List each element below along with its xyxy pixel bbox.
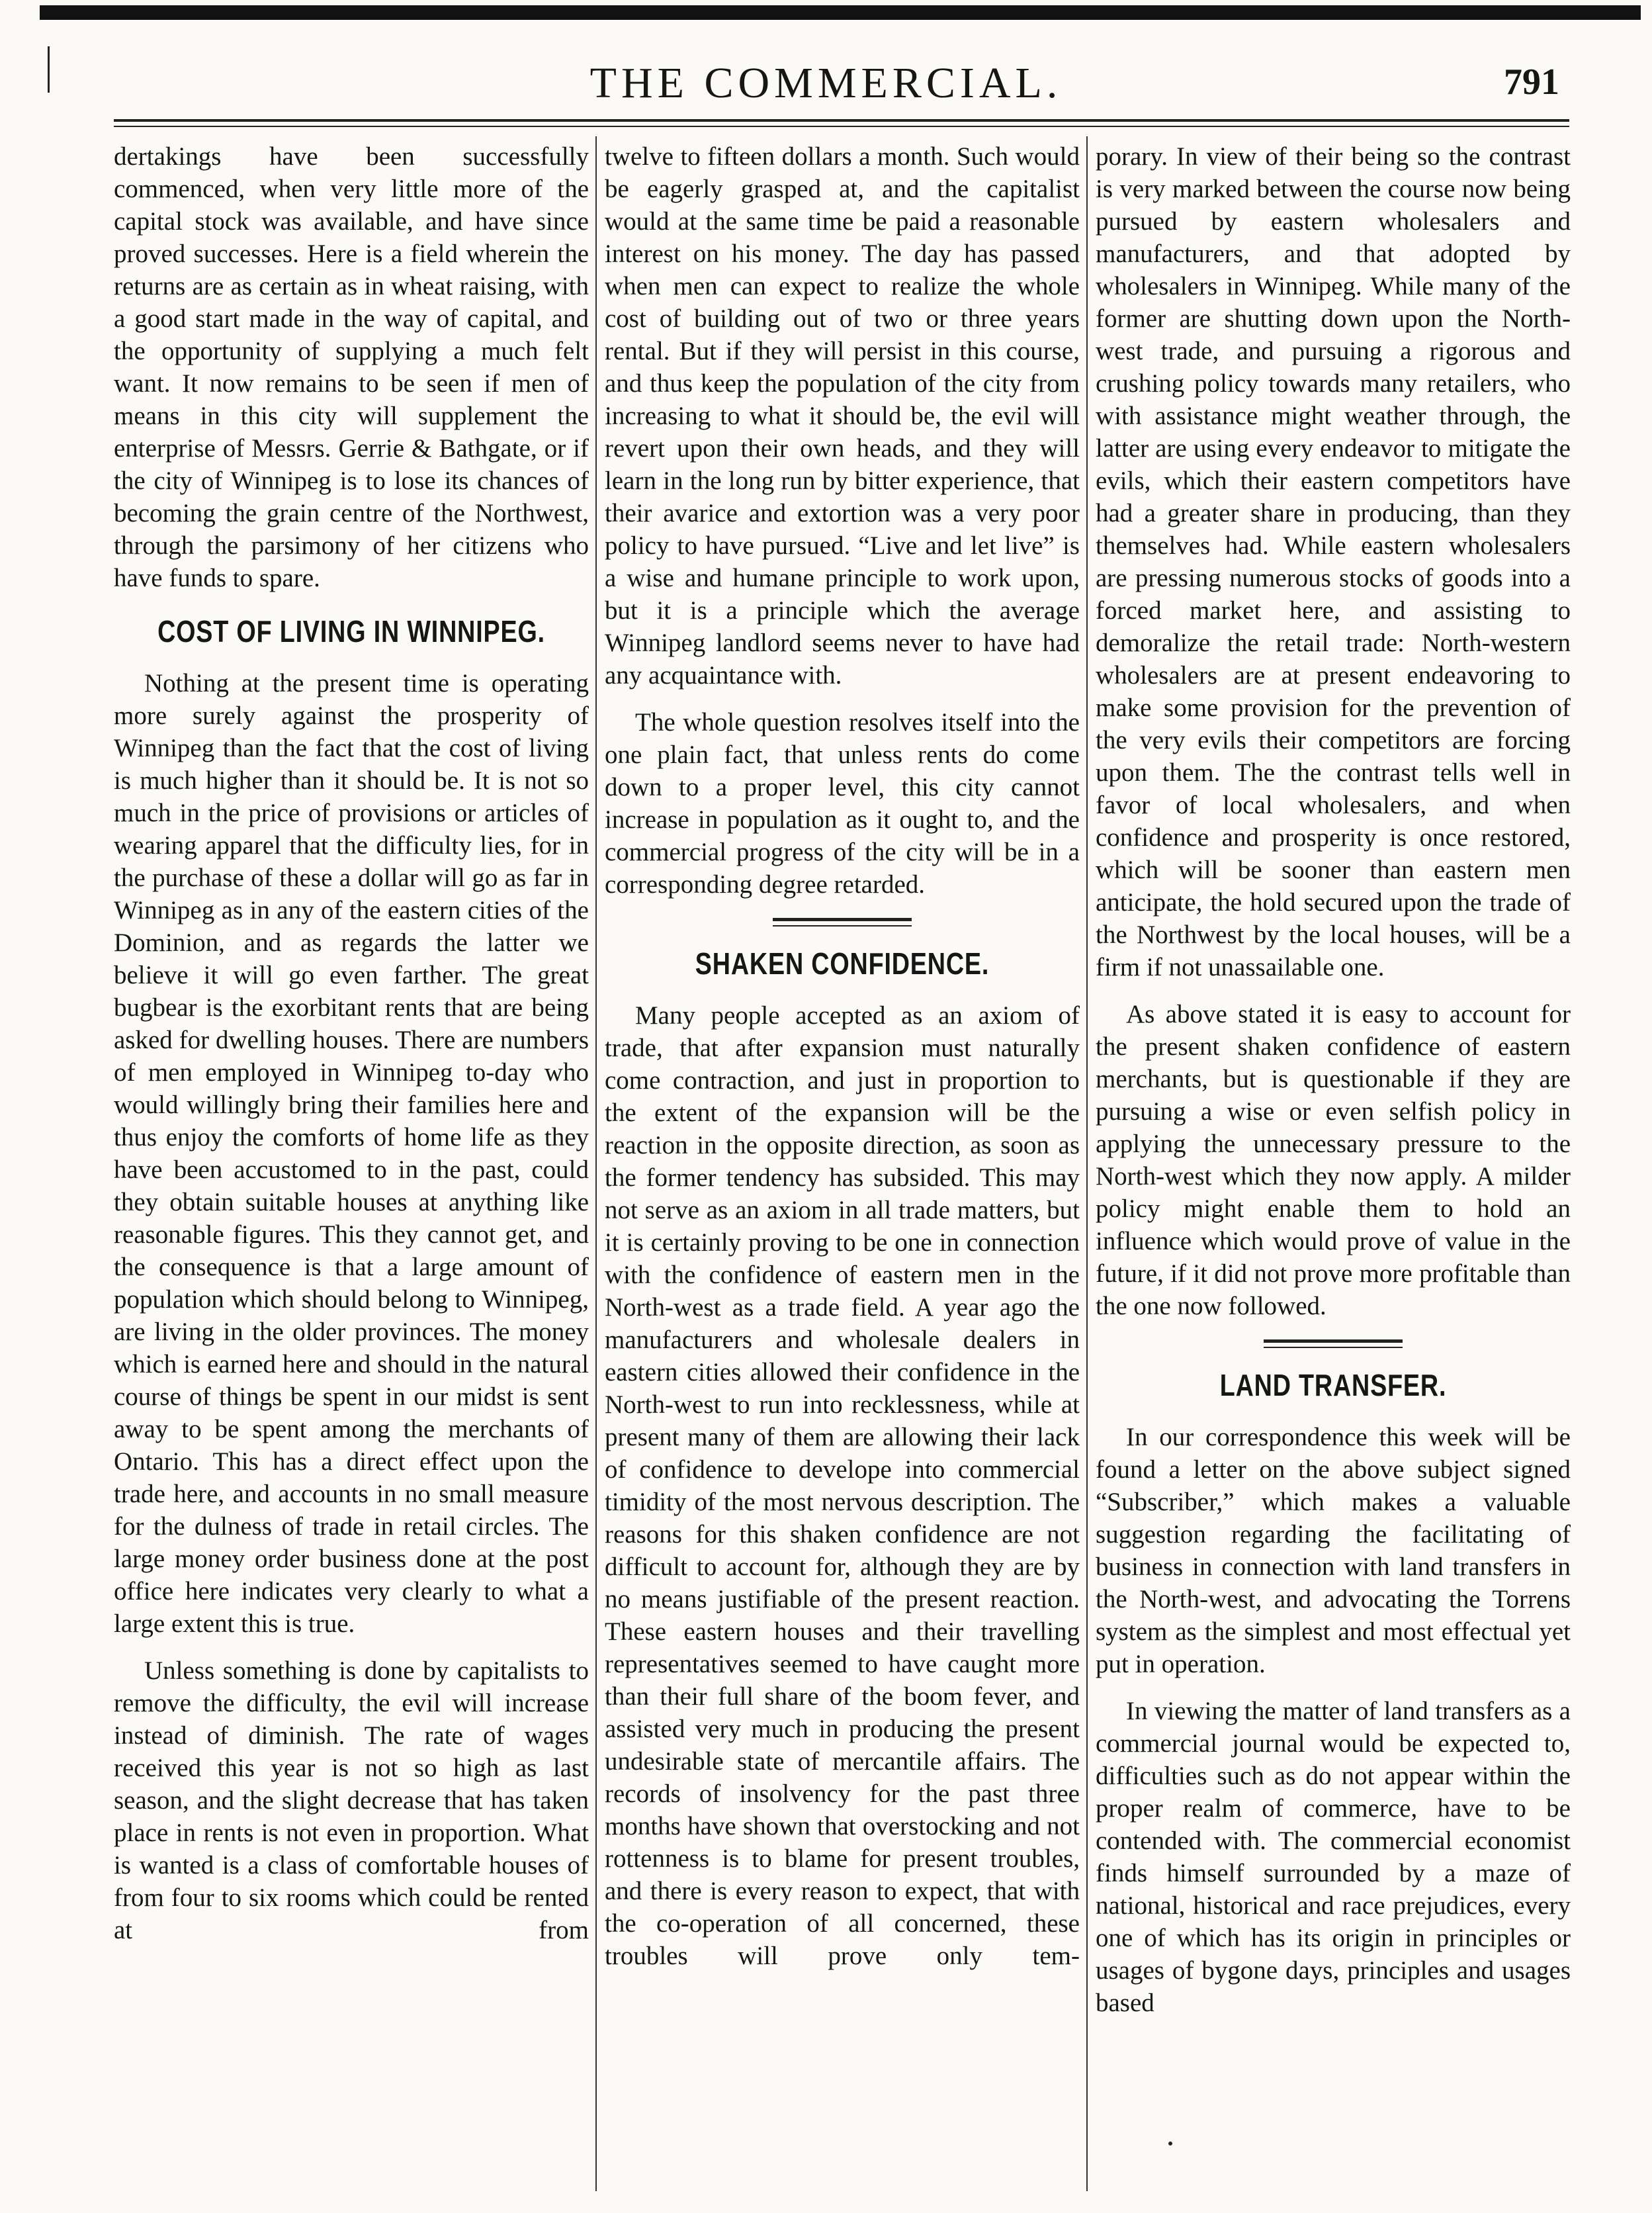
masthead — [0, 58, 1652, 111]
article-paragraph: In our correspondence this week will be found a letter on the above subject signed “Subscriber,” which makes a valuable suggestion regarding the facilitating of business in connection with land transfers in the North-west, and advocating the Torrens system as the simplest and most effectual yet put in operation. — [1096, 1423, 1571, 1678]
publication-title: THE COMMERCIAL. — [589, 59, 1063, 107]
header-rule — [114, 119, 1569, 122]
page-mark — [1168, 2142, 1172, 2145]
section-rule — [773, 918, 912, 921]
column-1 — [114, 140, 589, 1946]
column-divider — [1086, 136, 1088, 2191]
column-2 — [605, 140, 1080, 1972]
article-paragraph: dertakings have been successfully commenced, when very little more of the capital stock was available, and have since proved successes. Here is a field wherein the returns are as certain as in wheat raising, with a good start made in the way of capital, and the opportunity of supplying a much felt want. It now remains to be seen if men of means in this city will supplement the enterprise of Messrs. Gerrie & Bathgate, or if the city of Winnipeg is to lose its chances of becoming the grain centre of the Northwest, through the parsimony of her citizens who have funds to spare. — [114, 142, 589, 592]
column-3 — [1096, 140, 1571, 2019]
article-paragraph: twelve to fifteen dollars a month. Such would be eagerly grasped at, and the capitalist would at the same time be paid a reasonable interest on his money. The day has passed when men can expect to realize the whole cost of building out of two or three years rental. But if they will persist in this course, and thus keep the population of the city from increasing to what it should be, the evil will revert upon their own heads, and they will learn in the long run by bitter experience, that their avarice and extortion was a very poor policy to have pursued. “Live and let live” is a wise and humane principle to work upon, but it is a principle which the average Winnipeg landlord seems never to have had any acquaintance with. — [605, 142, 1080, 690]
page-number: 791 — [1504, 62, 1559, 103]
header-rule-thin — [114, 126, 1569, 127]
article-paragraph: Nothing at the present time is operating more surely against the prosperity of Winnipeg than the fact that the cost of living is much higher than it should be. It is not so much in the price of provisions or articles of wearing apparel that the difficulty lies, for in the purchase of these a dollar will go as far in Winnipeg as in any of the eastern cities of the Dominion, and as regards the latter we believe it will go even farther. The great bugbear is the exorbitant rents that are being asked for dwelling houses. There are numbers of men employed in Winnipeg to-day who would willingly bring their families here and thus enjoy the comforts of home life as they have been accustomed to in the past, could they obtain suitable houses at anything like reasonable figures. This they cannot get, and the consequence is that a large amount of population which should belong to Winnipeg, are living in the older provinces. The money which is earned here and should in the natural course of things be spent in our midst is sent away to be spent among the merchants of Ontario. This has a direct effect upon the trade here, and accounts in no small measure for the dulness of trade in retail circles. The large money order business done at the post office here indicates very clearly to what a large extent this is true. — [114, 669, 589, 1638]
article-paragraph: The whole question resolves itself into the one plain fact, that unless rents do come down to a proper level, this city cannot increase in population as it ought to, and the commercial progress of the city will be in a corresponding degree retarded. — [605, 708, 1080, 899]
section-rule — [773, 925, 912, 926]
article-paragraph: In viewing the matter of land transfers as a commercial journal would be expected to, difficulties such as do not appear within the proper realm of commerce, have to be contended with. The commercial economist finds himself surrounded by a maze of national, historical and race prejudices, every one of which has its origin in principles or usages of bygone days, principles and usages based — [1096, 1697, 1571, 2017]
article-heading: COST OF LIVING IN WINNIPEG. — [157, 614, 545, 649]
top-border-bar — [40, 5, 1641, 20]
section-rule — [1264, 1347, 1403, 1348]
article-paragraph: Many people accepted as an axiom of trade, that after expansion must naturally come contraction, and just in proportion to the extent of the expansion will be the reaction in the opposite direction, as soon as the former tendency has subsided. This may not serve as an axiom in all trade matters, but it is certainly proving to be one in connection with the confidence of eastern men in the North-west as a trade field. A year ago the manufacturers and wholesale dealers in eastern cities allowed their confidence in the North-west to run into recklessness, while at present many of them are allowing their lack of confidence to develope into commercial timidity of the most nervous description. The reasons for this shaken confidence are not difficult to account for, although they are by no means justifiable of the present reaction. These eastern houses and their travelling representatives seemed to have caught more than their full share of the boom fever, and assisted very much in producing the present undesirable state of mercantile affairs. The records of insolvency for the past three months have shown that overstocking and not rottenness is to blame for present troubles, and there is every reason to expect, that with the co-operation of all concerned, these troubles will prove only tem- — [605, 1001, 1080, 1970]
article-paragraph: As above stated it is easy to account for the present shaken confidence of eastern merchants, but is questionable if they are pursuing a wise or even selfish policy in applying the unnecessary pressure to the North-west which they now apply. A milder policy might enable them to hold an influence which would prove of value in the future, if it did not prove more profitable than the one now followed. — [1096, 1000, 1571, 1320]
article-heading: SHAKEN CONFIDENCE. — [695, 946, 990, 981]
column-divider — [595, 136, 597, 2191]
article-heading: LAND TRANSFER. — [1219, 1368, 1447, 1402]
article-paragraph: porary. In view of their being so the contrast is very marked between the course now being pursued by eastern wholesalers and manufacturers, and that adopted by wholesalers in Winnipeg. While many of the former are shutting down upon the North-west trade, and pursuing a rigorous and crushing policy towards many retailers, who with assistance might weather through, the latter are using every endeavor to mitigate the evils, which their eastern competitors have had a greater share in producing, than they themselves had. While eastern wholesalers are pressing numerous stocks of goods into a forced market here, and assisting to demoralize the retail trade: North-western wholesalers are at present endeavoring to make some provision for the prevention of the very evils their competitors are forcing upon them. The the contrast tells well in favor of local wholesalers, and when confidence and prosperity is once restored, which will be sooner than eastern men anticipate, the hold secured upon the trade of the Northwest by the local houses, will be a firm if not unassailable one. — [1096, 142, 1571, 981]
section-rule — [1264, 1339, 1403, 1343]
article-paragraph: Unless something is done by capitalists to remove the difficulty, the evil will increase instead of diminish. The rate of wages received this year is not so high as last season, and the slight decrease that has taken place in rents is not even in proportion. What is wanted is a class of comfortable houses of from four to six rooms which could be rented at from — [114, 1656, 589, 1944]
